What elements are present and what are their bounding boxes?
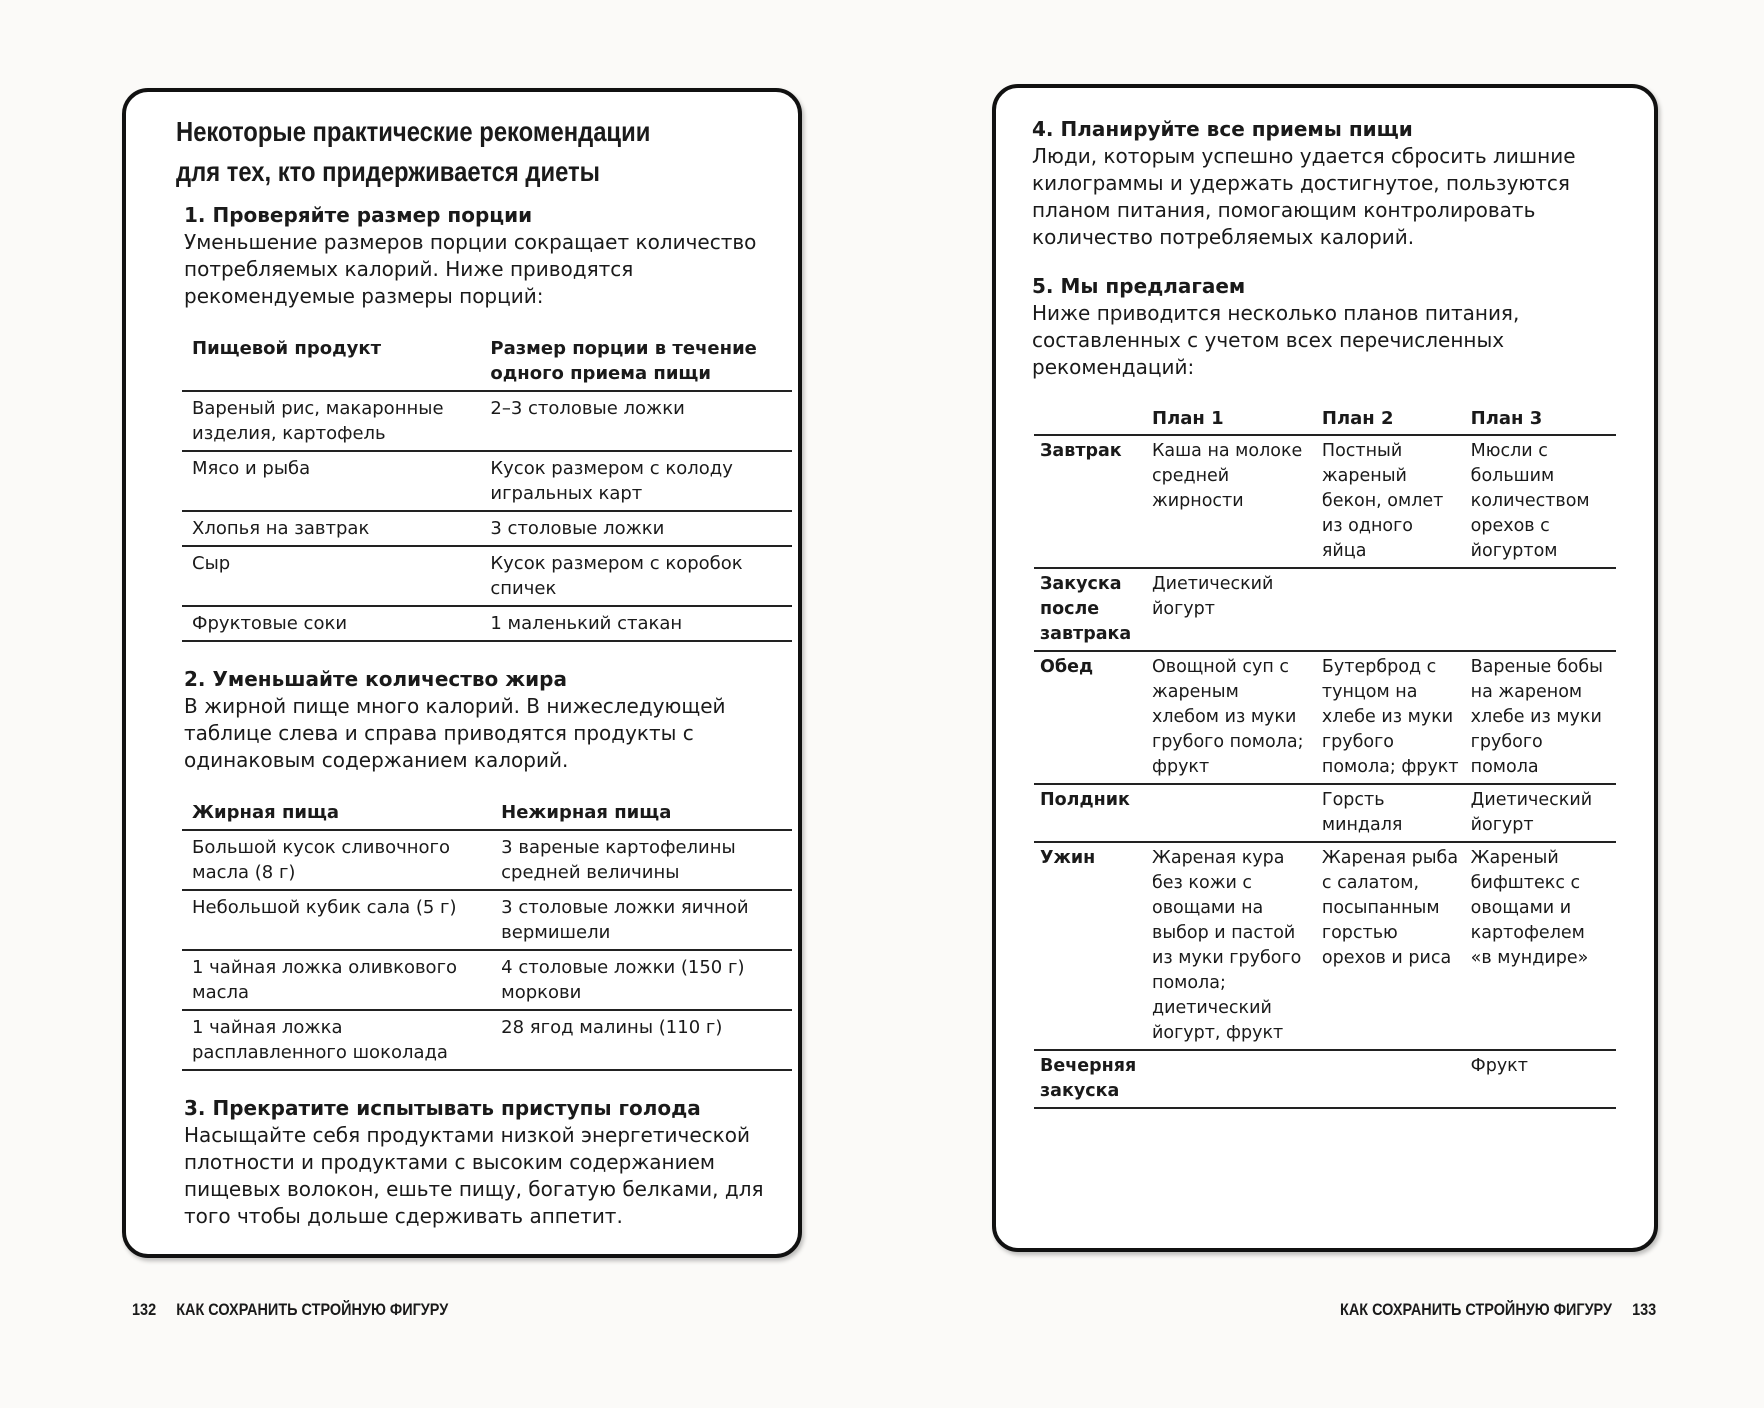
column-header: Пищевой продукт bbox=[182, 332, 480, 391]
column-header bbox=[1034, 403, 1146, 435]
column-header: План 2 bbox=[1316, 403, 1465, 435]
table-row bbox=[182, 890, 792, 950]
column-header: Нежирная пища bbox=[491, 796, 792, 830]
column-header: План 3 bbox=[1465, 403, 1616, 435]
table-cell: Сыр bbox=[182, 546, 480, 606]
table-cell: 2–3 столовые ложки bbox=[480, 391, 792, 451]
meal-plan-table bbox=[1034, 403, 1616, 1109]
table-row bbox=[182, 950, 792, 1010]
table-cell: Мясо и рыба bbox=[182, 451, 480, 511]
section-text: Уменьшение размеров порции сокращает количество потребляемых калорий. Ниже приводятся рекомендуемые размеры порций: bbox=[184, 230, 757, 308]
table-row bbox=[1034, 784, 1616, 842]
left-footer bbox=[132, 1300, 448, 1320]
header-row bbox=[1034, 403, 1616, 435]
table-cell: Жареная кура без кожи с овощами на выбор и пастой из муки грубого помола; диетический йогурт, фрукт bbox=[1146, 842, 1316, 1050]
table-cell: Вечерняя закуска bbox=[1034, 1050, 1146, 1108]
table-row bbox=[1034, 568, 1616, 651]
section-heading: 4. Планируйте все приемы пищи bbox=[1032, 117, 1413, 141]
table-row bbox=[182, 830, 792, 890]
table-cell: Фрукт bbox=[1465, 1050, 1616, 1108]
section-2 bbox=[184, 666, 764, 774]
table-cell: Вареные бобы на жареном хлебе из муки грубого помола bbox=[1465, 651, 1616, 784]
table-cell bbox=[1316, 1050, 1465, 1108]
table-cell: Полдник bbox=[1034, 784, 1146, 842]
section-text: Насыщайте себя продуктами низкой энергетической плотности и продуктами с высоким содержанием пищевых волокон, ешьте пищу, богатую белками, для того чтобы дольше сдерживать аппетит. bbox=[184, 1123, 764, 1228]
table-cell: Горсть миндаля bbox=[1316, 784, 1465, 842]
table-cell: Каша на молоке средней жирности bbox=[1146, 435, 1316, 568]
table-row bbox=[1034, 842, 1616, 1050]
table-cell: Жареная рыба с салатом, посыпанным горстью орехов и риса bbox=[1316, 842, 1465, 1050]
table-cell: Овощной суп с жареным хлебом из муки грубого помола; фрукт bbox=[1146, 651, 1316, 784]
header-row bbox=[182, 796, 792, 830]
table-cell: 3 столовые ложки bbox=[480, 511, 792, 546]
table-row bbox=[182, 391, 792, 451]
section-heading: 5. Мы предлагаем bbox=[1032, 274, 1246, 298]
table-cell bbox=[1465, 568, 1616, 651]
section-heading: 1. Проверяйте размер порции bbox=[184, 203, 533, 227]
table-cell bbox=[1316, 568, 1465, 651]
page-number: 132 bbox=[132, 1300, 157, 1319]
table-cell: 3 столовые ложки яичной вермишели bbox=[491, 890, 792, 950]
table-row bbox=[182, 451, 792, 511]
section-4 bbox=[1032, 116, 1612, 251]
section-1 bbox=[184, 202, 764, 310]
table-cell: 28 ягод малины (110 г) bbox=[491, 1010, 792, 1070]
left-page-box bbox=[122, 88, 802, 1258]
table-row bbox=[1034, 651, 1616, 784]
section-text: Ниже приводится несколько планов питания, составленных с учетом всех перечисленных рекомендаций: bbox=[1032, 301, 1520, 379]
column-header: Размер порции в течение одного приема пищи bbox=[480, 332, 792, 391]
table-cell: Обед bbox=[1034, 651, 1146, 784]
title-line: Некоторые практические рекомендации bbox=[176, 116, 651, 147]
title-line: для тех, кто придерживается диеты bbox=[176, 156, 600, 187]
page-number: 133 bbox=[1632, 1300, 1657, 1319]
table-cell: Вареный рис, макаронные изделия, картофель bbox=[182, 391, 480, 451]
section-3 bbox=[184, 1095, 764, 1230]
table-cell: Жареный бифштекс с овощами и картофелем «в мундире» bbox=[1465, 842, 1616, 1050]
table-cell bbox=[1146, 784, 1316, 842]
table-cell: Диетический йогурт bbox=[1465, 784, 1616, 842]
table-row bbox=[1034, 435, 1616, 568]
table-row bbox=[182, 1010, 792, 1070]
table-row bbox=[182, 546, 792, 606]
table-cell: 1 чайная ложка оливкового масла bbox=[182, 950, 491, 1010]
table-cell: 1 чайная ложка расплавленного шоколада bbox=[182, 1010, 491, 1070]
column-header: Жирная пища bbox=[182, 796, 491, 830]
running-title: КАК СОХРАНИТЬ СТРОЙНУЮ ФИГУРУ bbox=[1340, 1300, 1612, 1319]
right-footer bbox=[1340, 1300, 1656, 1320]
table-cell: 4 столовые ложки (150 г) моркови bbox=[491, 950, 792, 1010]
table-row bbox=[182, 606, 792, 641]
portion-table bbox=[182, 332, 792, 642]
right-page-box bbox=[992, 84, 1658, 1252]
table-cell: Бутерброд с тунцом на хлебе из муки грубого помола; фрукт bbox=[1316, 651, 1465, 784]
table-cell: 3 вареные картофелины средней величины bbox=[491, 830, 792, 890]
table-cell: Диетический йогурт bbox=[1146, 568, 1316, 651]
table-cell: Закуска после завтрака bbox=[1034, 568, 1146, 651]
table-cell: Хлопья на завтрак bbox=[182, 511, 480, 546]
section-heading: 2. Уменьшайте количество жира bbox=[184, 667, 567, 691]
table-cell: Завтрак bbox=[1034, 435, 1146, 568]
column-header: План 1 bbox=[1146, 403, 1316, 435]
table-cell: 1 маленький стакан bbox=[480, 606, 792, 641]
table-cell: Мюсли с большим количеством орехов с йогуртом bbox=[1465, 435, 1616, 568]
header-row bbox=[182, 332, 792, 391]
table-cell: Фруктовые соки bbox=[182, 606, 480, 641]
fat-table bbox=[182, 796, 792, 1071]
section-text: В жирной пище много калорий. В нижеследующей таблице слева и справа приводятся продукты с одинаковым содержанием калорий. bbox=[184, 694, 726, 772]
section-text: Люди, которым успешно удается сбросить лишние килограммы и удержать достигнутое, пользуются планом питания, помогающим контролировать количество потребляемых калорий. bbox=[1032, 144, 1576, 249]
section-5 bbox=[1032, 273, 1612, 381]
table-row bbox=[182, 511, 792, 546]
running-title: КАК СОХРАНИТЬ СТРОЙНУЮ ФИГУРУ bbox=[176, 1300, 449, 1319]
page-title bbox=[176, 112, 705, 192]
table-cell: Большой кусок сливочного масла (8 г) bbox=[182, 830, 491, 890]
table-cell: Постный жареный бекон, омлет из одного яйца bbox=[1316, 435, 1465, 568]
section-heading: 3. Прекратите испытывать приступы голода bbox=[184, 1096, 701, 1120]
table-cell bbox=[1146, 1050, 1316, 1108]
table-cell: Кусок размером с колоду игральных карт bbox=[480, 451, 792, 511]
table-cell: Небольшой кубик сала (5 г) bbox=[182, 890, 491, 950]
table-row bbox=[1034, 1050, 1616, 1108]
table-cell: Ужин bbox=[1034, 842, 1146, 1050]
table-cell: Кусок размером с коробок спичек bbox=[480, 546, 792, 606]
